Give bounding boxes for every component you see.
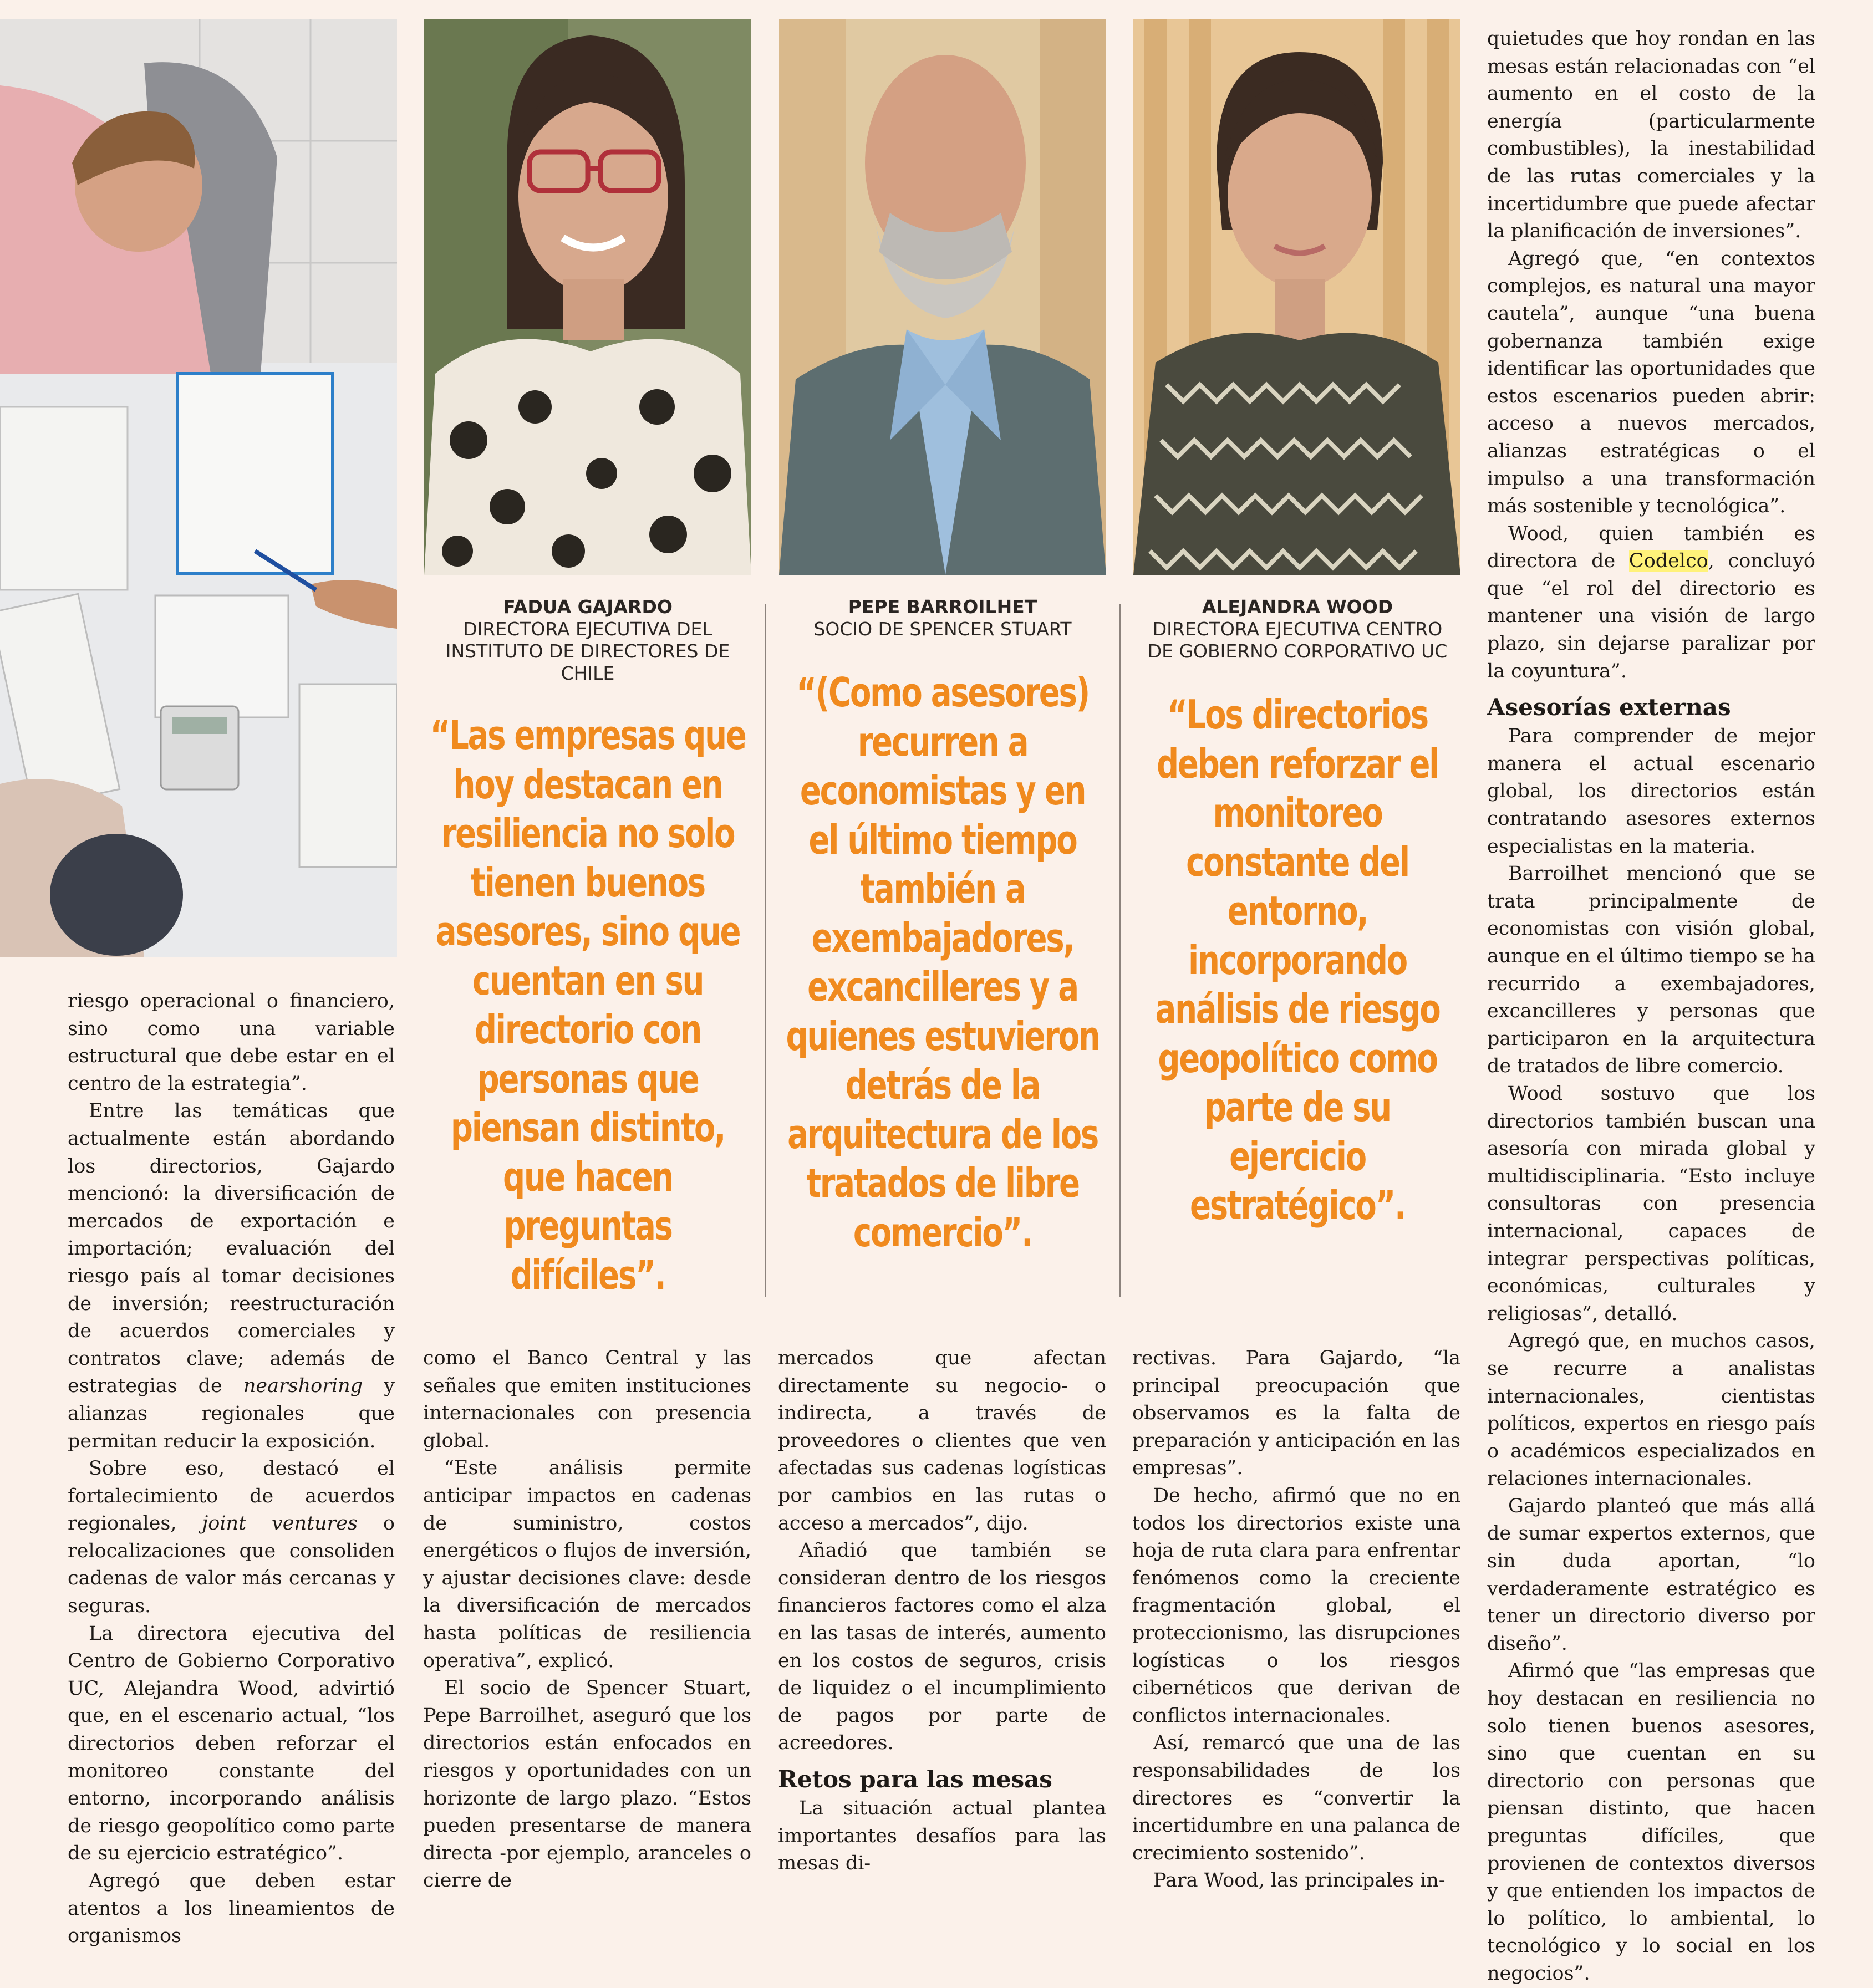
text-column-3 [778, 1345, 1106, 1878]
paragraph: Sobre eso, destacó el fortalecimiento de acuerdos regionales, joint ventures o relocalizaciones que consoliden cadenas de valor más cercanas y seguras. [68, 1457, 395, 1618]
profile-role: DIRECTORA EJECUTIVA DEL INSTITUTO DE DIRECTORES DE CHILE [445, 618, 730, 684]
paragraph: Wood, quien también es directora de Codelco, concluyó que “el rol del directorio es mantener una visión de largo plazo, sin dejarse paralizar por la coyuntura”. [1487, 522, 1815, 682]
profile-role: DIRECTORA EJECUTIVA CENTRO DE GOBIERNO CORPORATIVO UC [1147, 618, 1448, 662]
profile-caption-gajardo [432, 596, 743, 685]
text-column-2 [423, 1345, 751, 1895]
paragraph: Barroilhet mencionó que se trata principalmente de economistas con visión global, aunque en el último tiempo se ha recurrido a exembajadores, excancilleres y personas que participaron en la arquitectura de tratados de libre comercio. [1487, 863, 1815, 1078]
profile-caption-barroilhet [787, 596, 1098, 640]
paragraph: De hecho, afirmó que no en todos los directorios existe una hoja de ruta clara para enfrentar fenómenos como la creciente fragmentación global, el proteccionismo, las disrupciones logísticas o los riesgos cibernéticos que derivan de conflictos internacionales. [1132, 1484, 1460, 1727]
alejandra-wood-portrait [1133, 19, 1460, 575]
paragraph: Afirmó que “las empresas que hoy destacan en resiliencia no solo tienen buenos asesores, sino que cuentan en su directorio con personas que piensan distinto, que hacen preguntas difíciles, que provienen de contextos diversos y que entienden los impactos de lo político, lo ambiental, lo tecnológico y lo social en los negocios”. [1487, 1660, 1815, 1985]
paragraph: El socio de Spencer Stuart, Pepe Barroilhet, aseguró que los directorios están enfocados en riesgos y oportunidades con un horizonte de largo plazo. “Estos pueden presentarse de manera directa -por ejemplo, aranceles o cierre de [423, 1677, 751, 1892]
paragraph: Así, remarcó que una de las responsabilidades de los directores es “convertir la incertidumbre en una palanca de crecimiento sostenido”. [1132, 1732, 1460, 1864]
paragraph: La directora ejecutiva del Centro de Gobierno Corporativo UC, Alejandra Wood, advirtió que, en el escenario actual, “los directorios deben reforzar el monitoreo constante del entorno, incorporando análisis de riesgo geopolítico como parte de su ejercicio estratégico”. [68, 1622, 395, 1865]
profile-name: PEPE BARROILHET [848, 596, 1037, 618]
profile-role: SOCIO DE SPENCER STUART [813, 618, 1072, 640]
pepe-barroilhet-portrait [779, 19, 1106, 575]
text-column-4 [1132, 1345, 1460, 1895]
pull-quote-barroilhet: “(Como asesores) recurren a economistas y en el último tiempo también a exembajadores, excancilleres y a quienes estuvieron detrás de la arquitectura de los tratados de libre comercio”. [786, 669, 1100, 1256]
fadua-gajardo-portrait [424, 19, 751, 575]
paragraph: riesgo operacional o financiero, sino como una variable estructural que debe estar en el centro de la estrategia”. [68, 990, 395, 1095]
paragraph: Para comprender de mejor manera el actual escenario global, los directorios están contratando asesores externos especialistas en la materia. [1487, 725, 1815, 858]
paragraph: quietudes que hoy rondan en las mesas están relacionadas con “el aumento en el costo de la energía (particularmente combustibles), la inestabilidad de las rutas comerciales y la incertidumbre que puede afectar la planificación de inversiones”. [1487, 28, 1815, 243]
paragraph: Agregó que deben estar atentos a los lineamientos de organismos [68, 1870, 395, 1948]
paragraph: Entre las temáticas que actualmente están abordando los directorios, Gajardo mencionó: la diversificación de mercados de exportación e importación; evaluación del riesgo país al tomar decisiones de inversión; reestructuración de acuerdos comerciales y contratos clave; además de estrategias de nearshoring y alianzas regionales que permitan reducir la exposición. [68, 1100, 395, 1452]
paragraph: Wood sostuvo que los directorios también buscan una asesoría con mirada global y multidisciplinaria. “Esto incluye consultoras con presencia internacional, capaces de integrar perspectivas políticas, económicas, culturales y religiosas”, detalló. [1487, 1082, 1815, 1325]
paragraph: rectivas. Para Gajardo, “la principal preocupación que observamos es la falta de preparación y anticipación en las empresas”. [1132, 1347, 1460, 1480]
paragraph: como el Banco Central y las señales que emiten instituciones internacionales con presencia global. [423, 1347, 751, 1452]
profile-name: FADUA GAJARDO [503, 596, 673, 618]
office-meeting-photo [0, 19, 397, 957]
profile-caption-wood [1142, 596, 1453, 662]
section-heading: Asesorías externas [1487, 694, 1731, 721]
paragraph: La situación actual plantea importantes desafíos para las mesas di- [778, 1797, 1106, 1875]
column-divider [1119, 604, 1121, 1297]
column-divider [765, 604, 766, 1297]
paragraph: Agregó que, en muchos casos, se recurre a analistas internacionales, cientistas políticos, expertos en riesgo país o académicos especializados en relaciones internacionales. [1487, 1330, 1815, 1490]
section-heading: Retos para las mesas [778, 1765, 1052, 1793]
text-column-5 [1487, 26, 1815, 1988]
highlighted-term: Codelco [1628, 550, 1708, 573]
paragraph: Agregó que, “en contextos complejos, es natural una mayor cautela”, aunque “una buena gobernanza también exige identificar las oportunidades que estos escenarios pueden abrir: acceso a nuevos mercados, alianzas estratégicas o el impulso a una transformación más sostenible y tecnológica”. [1487, 247, 1815, 518]
pull-quote-wood: “Los directorios deben reforzar el monitoreo constante del entorno, incorporando análisis de riesgo geopolítico como parte de su ejercicio estratégico”. [1155, 691, 1440, 1229]
paragraph: mercados que afectan directamente su negocio- o indirecta, a través de proveedores o clientes que ven afectadas sus cadenas logísticas por cambios en las rutas o acceso a mercados”, dijo. [778, 1347, 1106, 1535]
pull-quote-gajardo: “Las empresas que hoy destacan en resiliencia no solo tienen buenos asesores, sino que cuentan en su directorio con personas que piensan distinto, que hacen preguntas difíciles”. [430, 712, 746, 1298]
paragraph: Para Wood, las principales in- [1153, 1869, 1446, 1892]
profile-name: ALEJANDRA WOOD [1202, 596, 1393, 618]
paragraph: Añadió que también se consideran dentro de los riesgos financieros factores como el alza en las tasas de interés, aumento en los costos de seguros, crisis de liquidez o el incumplimiento de pagos por parte de acreedores. [778, 1540, 1106, 1755]
paragraph: “Este análisis permite anticipar impactos en cadenas de suministro, costos energéticos o flujos de inversión, y ajustar decisiones clave: desde la diversificación de mercados hasta políticas de resiliencia operativa”, explicó. [423, 1457, 751, 1672]
paragraph: Gajardo planteó que más allá de sumar expertos externos, que sin duda aportan, “lo verdaderamente estratégico es tener un directorio diverso por diseño”. [1487, 1495, 1815, 1655]
text-column-1 [68, 988, 395, 1950]
